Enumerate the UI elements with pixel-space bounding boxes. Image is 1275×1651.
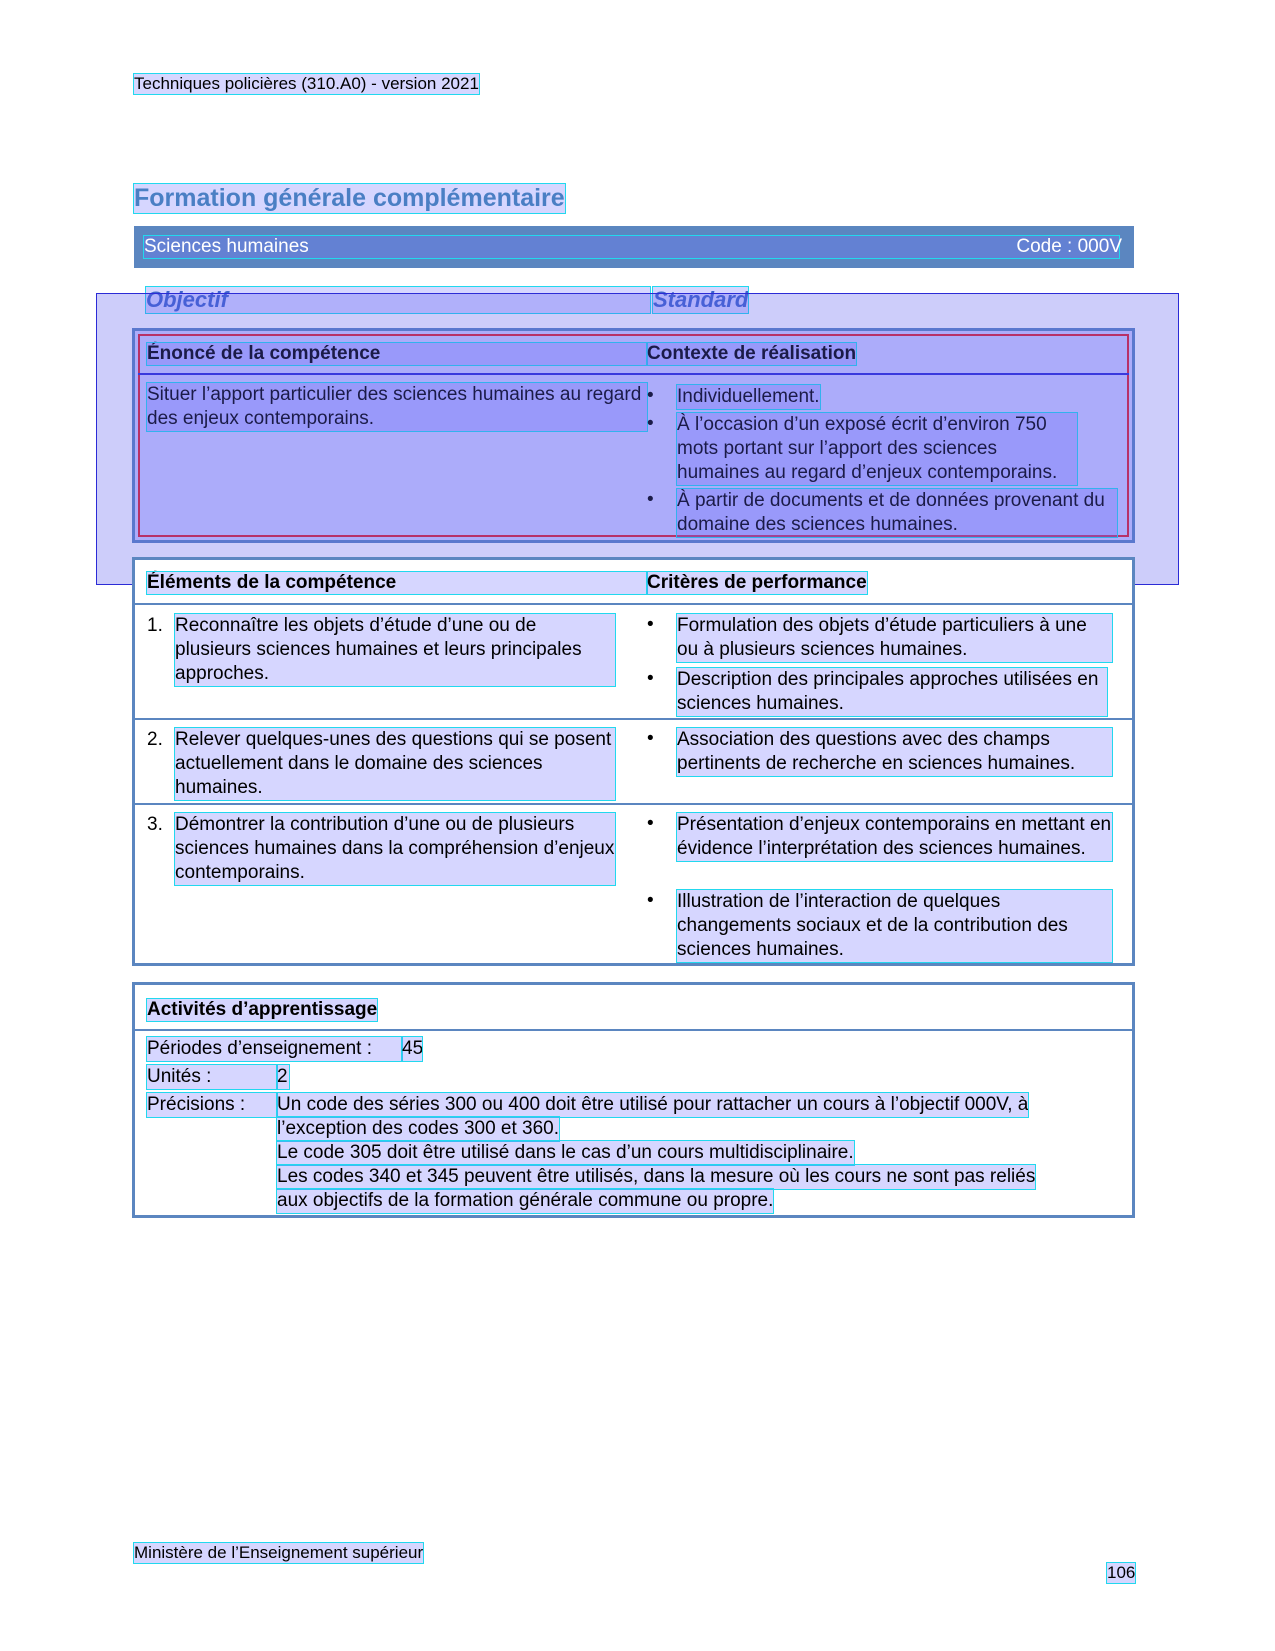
selection-overlay bbox=[96, 293, 1179, 585]
bullet-icon: • bbox=[647, 413, 654, 434]
bullet-icon: • bbox=[647, 385, 654, 406]
course-code: Code : 000V bbox=[1016, 236, 1122, 257]
unites-label: Unités : bbox=[147, 1065, 277, 1089]
divider bbox=[135, 603, 1132, 605]
element-text: Relever quelques-unes des questions qui se posent actuellement dans le domaine des sciences humaines. bbox=[175, 728, 615, 800]
criterion-text: Description des principales approches utilisées en sciences humaines. bbox=[677, 668, 1107, 716]
precisions-line: Les codes 340 et 345 peuvent être utilisés, dans la mesure où les cours ne sont pas reliés bbox=[277, 1166, 1036, 1187]
criteres-heading: Critères de performance bbox=[647, 572, 867, 593]
elements-box bbox=[132, 557, 1135, 966]
section-title: Formation générale complémentaire bbox=[134, 184, 565, 212]
element-number: 2. bbox=[147, 729, 163, 750]
criterion-text: Présentation d’enjeux contemporains en mettant en évidence l’interprétation des sciences humaines. bbox=[677, 814, 1112, 859]
course-bar bbox=[134, 226, 1134, 268]
criterion-text: Association des questions avec des champs pertinents de recherche en sciences humaines. bbox=[677, 728, 1112, 776]
element-number: 1. bbox=[147, 615, 163, 636]
periodes-value: 45 bbox=[402, 1038, 424, 1059]
bullet-icon: • bbox=[647, 668, 654, 689]
criterion-text: Formulation des objets d’étude particuliers à une ou à plusieurs sciences humaines. bbox=[677, 614, 1112, 662]
precisions-line: Un code des séries 300 ou 400 doit être utilisé pour rattacher un cours à l’objectif 000V, à bbox=[277, 1094, 1029, 1115]
bullet-icon: • bbox=[647, 813, 654, 834]
element-number: 3. bbox=[147, 814, 163, 835]
bullet-icon: • bbox=[647, 728, 654, 749]
activites-box bbox=[132, 982, 1135, 1218]
unites-value: 2 bbox=[277, 1066, 288, 1087]
precisions-line: l’exception des codes 300 et 360. bbox=[277, 1118, 560, 1139]
criterion-text: Illustration de l’interaction de quelques changements sociaux et de la contribution des sciences humaines. bbox=[677, 890, 1112, 962]
enonce-text: Situer l’apport particulier des sciences humaines au regard des enjeux contemporains. bbox=[147, 383, 647, 431]
precisions-line: Le code 305 doit être utilisé dans le cas d’un cours multidisciplinaire. bbox=[277, 1142, 854, 1163]
divider bbox=[135, 1029, 1132, 1031]
footer-ministry: Ministère de l’Enseignement supérieur bbox=[134, 1543, 424, 1562]
element-text: Démontrer la contribution d’une ou de plusieurs sciences humaines dans la compréhension d’enjeux contemporains. bbox=[175, 814, 615, 883]
precisions-label: Précisions : bbox=[147, 1093, 277, 1117]
course-discipline: Sciences humaines bbox=[144, 236, 1119, 258]
contexte-item: À l’occasion d’un exposé écrit d’environ 750 mots portant sur l’apport des sciences humaines au regard d’enjeux contemporains. bbox=[677, 413, 1077, 485]
contexte-item: À partir de documents et de données provenant du domaine des sciences humaines. bbox=[677, 489, 1117, 537]
elements-heading: Éléments de la compétence bbox=[147, 572, 647, 594]
element-text: Reconnaître les objets d’étude d’une ou de plusieurs sciences humaines et leurs principales approches. bbox=[175, 614, 615, 686]
objectif-heading: Objectif bbox=[146, 287, 650, 313]
divider bbox=[135, 803, 1132, 805]
activites-heading: Activités d’apprentissage bbox=[147, 999, 378, 1020]
divider bbox=[135, 718, 1132, 720]
contexte-item: Individuellement. bbox=[677, 386, 820, 407]
bullet-icon: • bbox=[647, 489, 654, 510]
periodes-label: Périodes d’enseignement : bbox=[147, 1037, 402, 1061]
page-number: 106 bbox=[1107, 1563, 1136, 1582]
enonce-heading: Énoncé de la compétence bbox=[147, 343, 647, 365]
bullet-icon: • bbox=[647, 890, 654, 911]
bullet-icon: • bbox=[647, 614, 654, 635]
standard-heading: Standard bbox=[653, 287, 749, 312]
document-header: Techniques policières (310.A0) - version 2021 bbox=[134, 74, 479, 93]
precisions-line: aux objectifs de la formation générale commune ou propre. bbox=[277, 1190, 774, 1211]
contexte-heading: Contexte de réalisation bbox=[647, 343, 857, 364]
